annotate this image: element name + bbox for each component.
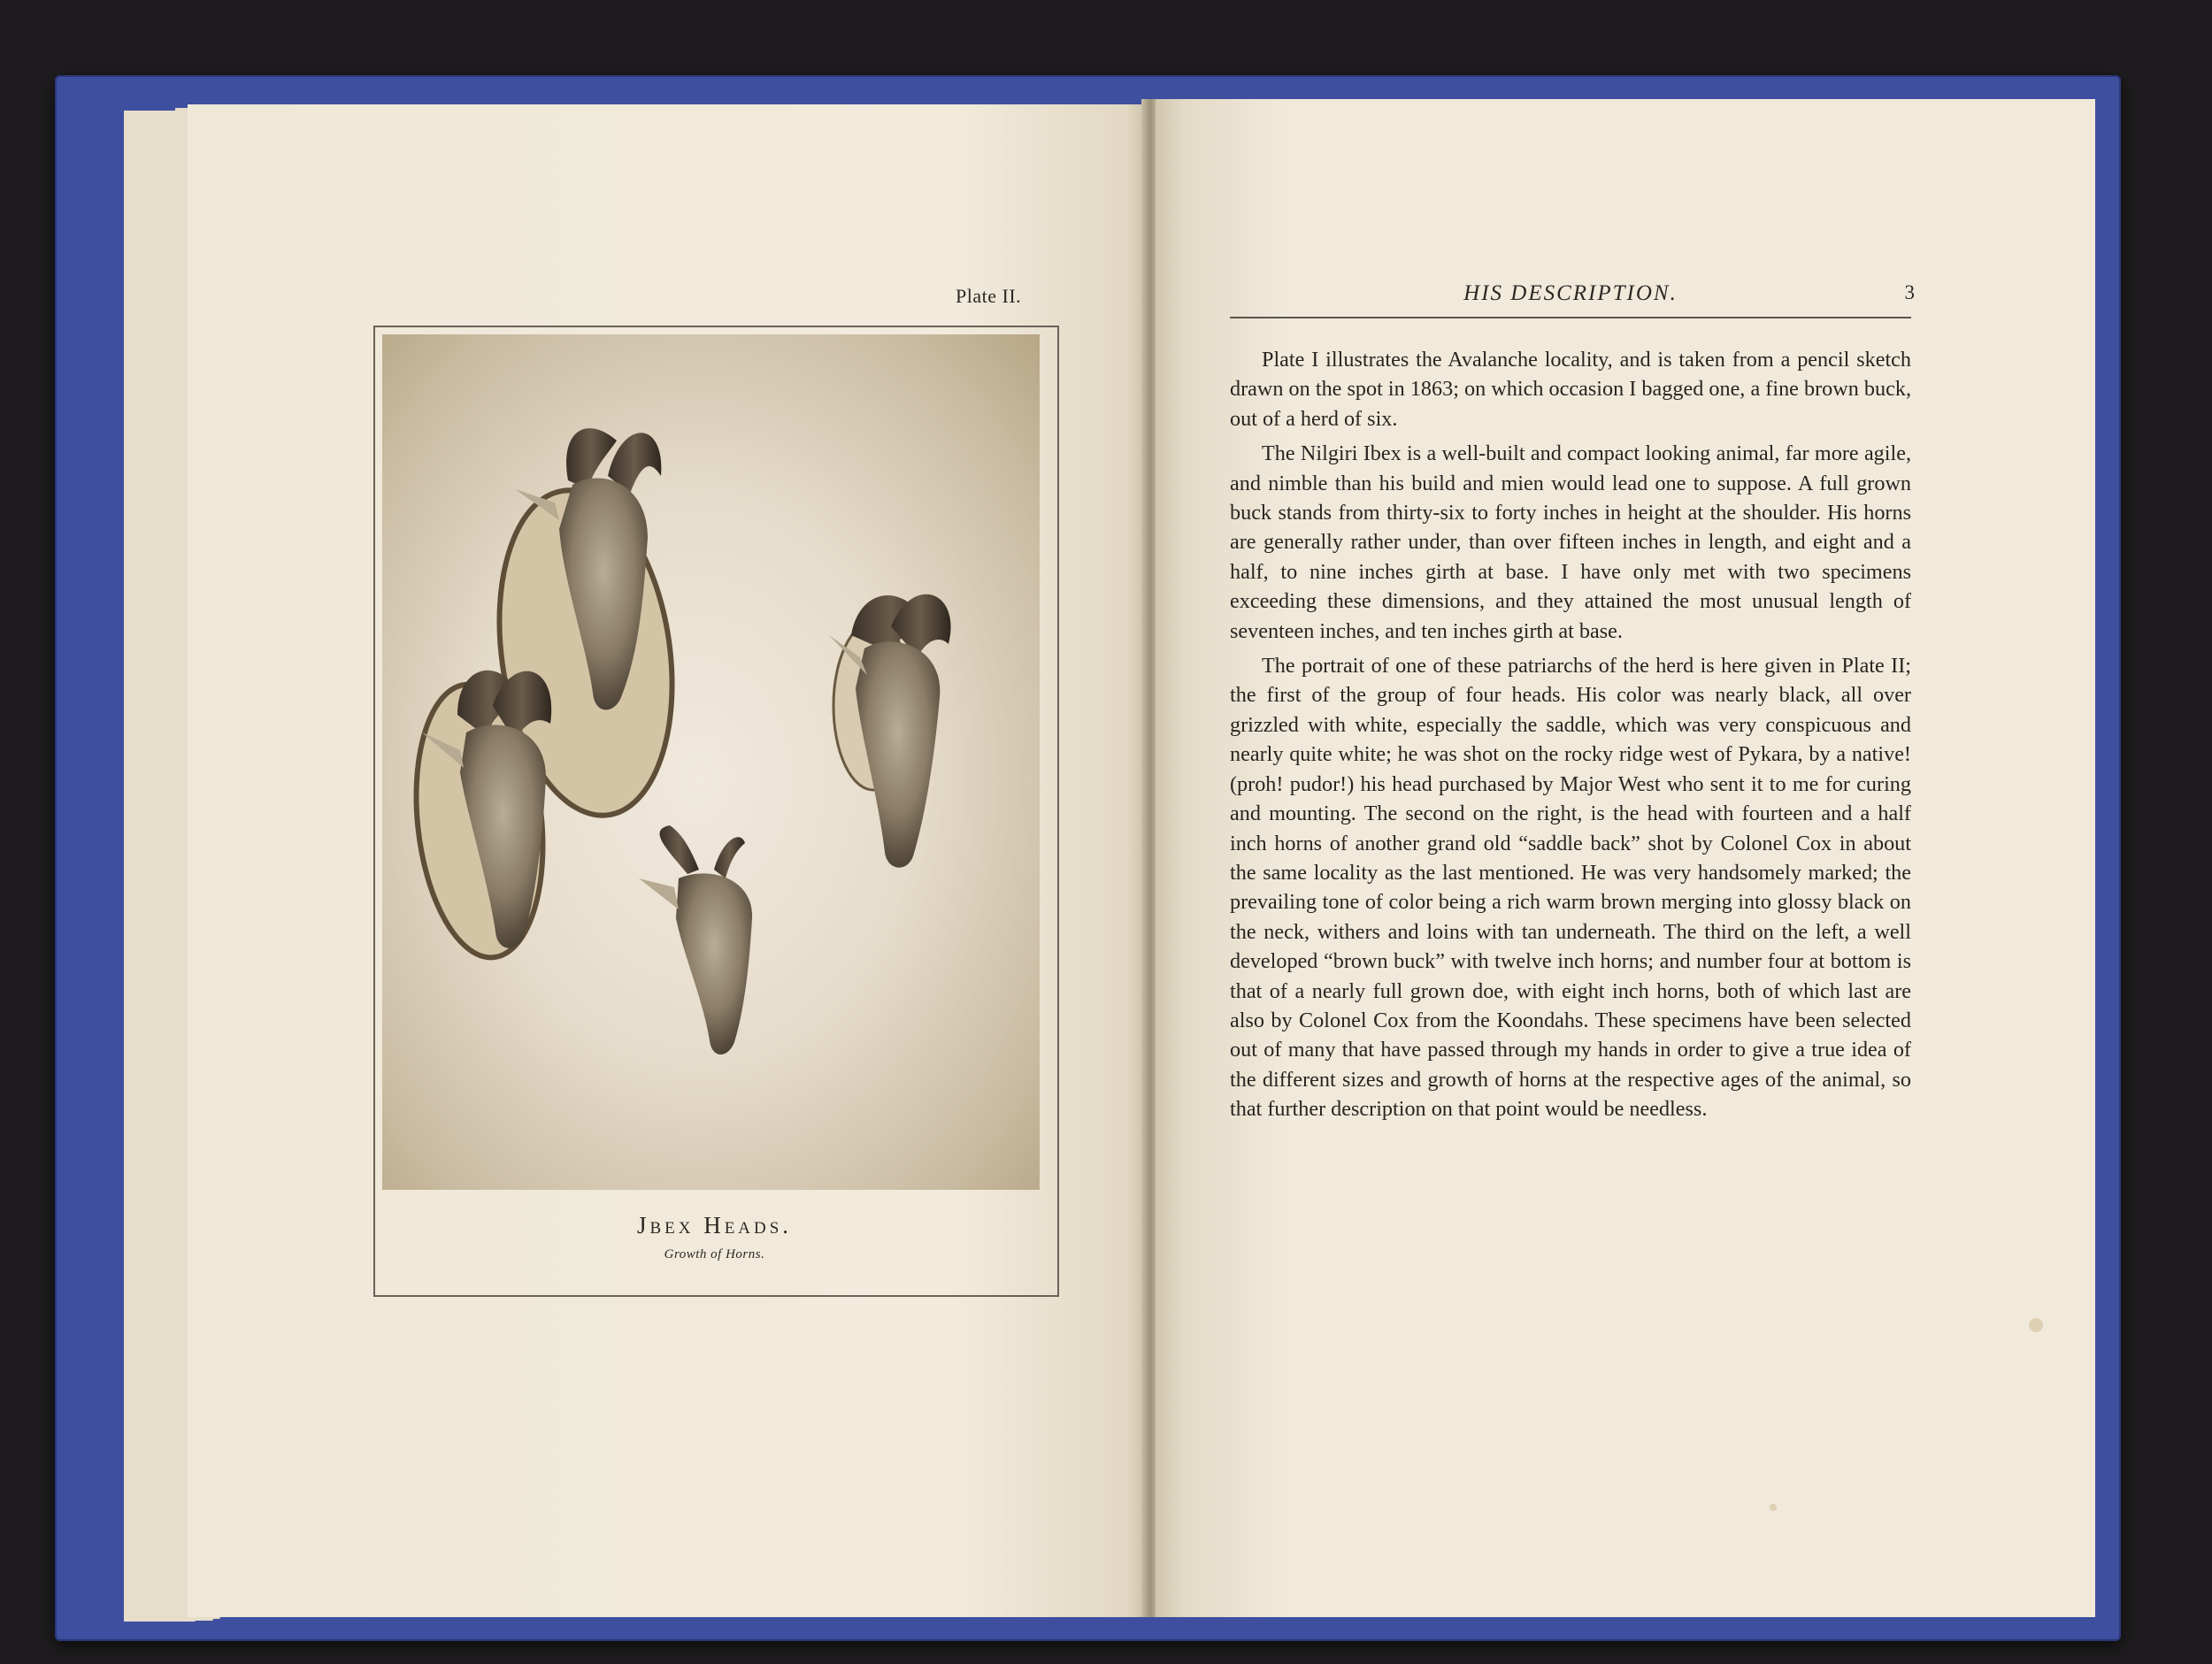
page-number: 3: [1904, 281, 1915, 303]
ibex-heads-illustration: [382, 334, 1040, 1190]
ibex-head-bottom: [639, 825, 752, 1054]
body-text: [1230, 345, 1911, 1130]
paragraph-1: Plate I illustrates the Avalanche locality, and is taken from a pencil sketch drawn on the spot in 1863; on which occasion I bagged one, a fine brown buck, out of a herd of six.: [1230, 348, 1911, 431]
paragraph-3: The portrait of one of these patriarchs of the herd is here given in Plate II; the first of the group of four heads. His color was nearly black, all over grizzled with white, especially the saddle, which was very conspicuous and nearly quite white; he was shot on the rocky ridge west of Pykara, by a native! (proh! pudor!) his head purchased by Major West who sent it to me for curing and mounting. The second on the right, is the head with fourteen and a half inch horns of another grand old “saddle back” shot by Colonel Cox in about the same locality as the last mentioned. He was very handsomely marked; the prevailing tone of color being a rich warm brown merging into glossy black on the neck, withers and loins with tan underneath. The third on the left, a well developed “brown buck” with twelve inch horns; and number four at bottom is that of a nearly full grown doe, with eight inch horns, both of which last are also by Colonel Cox from the Koondahs. These specimens have been selected out of many that have passed through my hands in order to give a true idea of the different sizes and growth of horns at the respective ages of the animal, so that further description on that point would be needless.: [1230, 654, 1911, 1122]
running-head: [1230, 281, 1915, 318]
ibex-head-right: [829, 594, 951, 868]
plate-label: Plate II.: [956, 285, 1022, 307]
foxing-spot: [2029, 1318, 2043, 1332]
ibex-head-left: [403, 671, 556, 964]
foxing-spot: [1770, 1504, 1777, 1511]
ibex-photograph: [382, 334, 1040, 1190]
plate-caption-subtitle: Growth of Horns.: [664, 1247, 765, 1261]
paragraph-2: The Nilgiri Ibex is a well-built and compact looking animal, far more agile, and nimble than his build and mien would lead one to suppose. A full grown buck stands from thirty-six to forty inches in height at the shoulder. His horns are generally rather under, than over fifteen inches in length, and eight and a half, to nine inches girth at base. I have only met with two specimens exceeding these dimensions, and they attained the most unusual length of seventeen inches, and ten inches girth at base.: [1230, 441, 1911, 643]
plate-caption-title: Jbex Heads.: [636, 1212, 793, 1238]
running-title: HIS DESCRIPTION.: [1463, 281, 1678, 305]
